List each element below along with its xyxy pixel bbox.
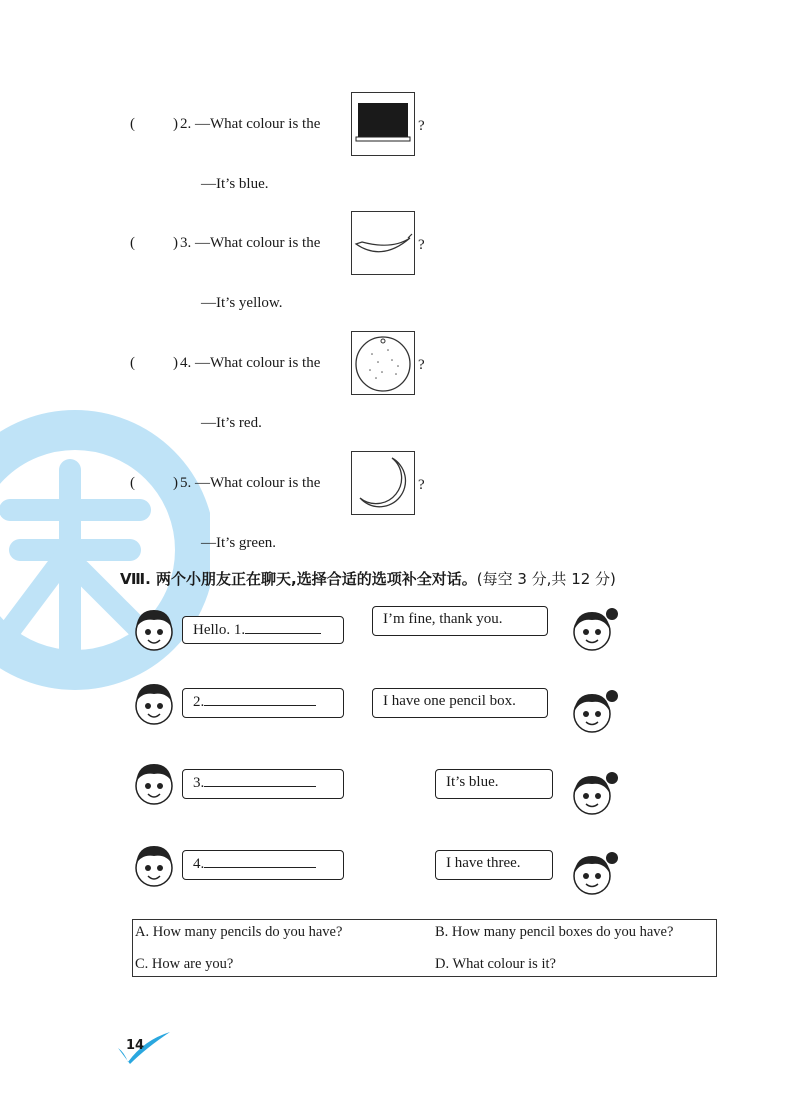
answer-blank[interactable]	[204, 693, 316, 706]
option-c: C. How are you?	[135, 956, 234, 972]
girl-speech-bubble	[372, 688, 548, 718]
boy-speech-bubble	[182, 616, 344, 644]
answer-paren-open: (	[130, 475, 135, 491]
girl-speech-bubble	[372, 606, 548, 636]
boy-speech-bubble	[182, 688, 344, 718]
answer-hint: —It’s green.	[201, 535, 276, 551]
question-mark: ?	[418, 357, 425, 373]
boy-line: 3.	[193, 775, 205, 791]
section-numeral: Ⅷ.	[120, 570, 151, 588]
answer-paren-close: )	[173, 235, 178, 251]
girl-line: I have three.	[446, 855, 521, 871]
boy-line: 2.	[193, 694, 205, 710]
question-prompt: 5. —What colour is the	[180, 475, 321, 491]
blackboard-icon	[351, 92, 415, 156]
answer-paren-close: )	[173, 116, 178, 132]
answer-hint: —It’s yellow.	[201, 295, 283, 311]
boy-speech-bubble	[182, 769, 344, 799]
answer-blank[interactable]	[245, 621, 321, 634]
option-b: B. How many pencil boxes do you have?	[435, 924, 674, 940]
question-mark: ?	[418, 237, 425, 253]
banana-icon	[351, 211, 415, 275]
moon-icon	[351, 451, 415, 515]
girl-speech-bubble	[435, 769, 553, 799]
answer-paren-open: (	[130, 355, 135, 371]
boy-line: Hello. 1.	[193, 622, 246, 638]
girl-avatar	[568, 768, 620, 820]
option-a: A. How many pencils do you have?	[135, 924, 343, 940]
answer-paren-open: (	[130, 116, 135, 132]
section-score-note: (每空 3 分,共 12 分)	[476, 570, 616, 588]
page-number: 14	[126, 1038, 145, 1053]
options-box	[132, 919, 717, 977]
girl-line: It’s blue.	[446, 774, 499, 790]
question-mark: ?	[418, 118, 425, 134]
question-prompt: 3. —What colour is the	[180, 235, 321, 251]
girl-line: I have one pencil box.	[383, 693, 516, 709]
girl-speech-bubble	[435, 850, 553, 880]
orange-icon	[351, 331, 415, 395]
section-8-title	[120, 568, 616, 589]
answer-blank[interactable]	[204, 774, 316, 787]
option-d: D. What colour is it?	[435, 956, 556, 972]
answer-paren-close: )	[173, 355, 178, 371]
girl-avatar	[568, 604, 620, 656]
answer-hint: —It’s blue.	[201, 176, 269, 192]
boy-avatar	[128, 758, 180, 810]
boy-line: 4.	[193, 856, 205, 872]
question-prompt: 4. —What colour is the	[180, 355, 321, 371]
boy-avatar	[128, 840, 180, 892]
boy-avatar	[128, 678, 180, 730]
answer-blank[interactable]	[204, 855, 316, 868]
question-prompt: 2. —What colour is the	[180, 116, 321, 132]
answer-hint: —It’s red.	[201, 415, 262, 431]
girl-avatar	[568, 686, 620, 738]
girl-avatar	[568, 848, 620, 900]
answer-paren-open: (	[130, 235, 135, 251]
answer-paren-close: )	[173, 475, 178, 491]
boy-avatar	[128, 604, 180, 656]
boy-speech-bubble	[182, 850, 344, 880]
girl-line: I’m fine, thank you.	[383, 611, 503, 627]
question-mark: ?	[418, 477, 425, 493]
section-instruction: 两个小朋友正在聊天,选择合适的选项补全对话。	[156, 570, 477, 588]
